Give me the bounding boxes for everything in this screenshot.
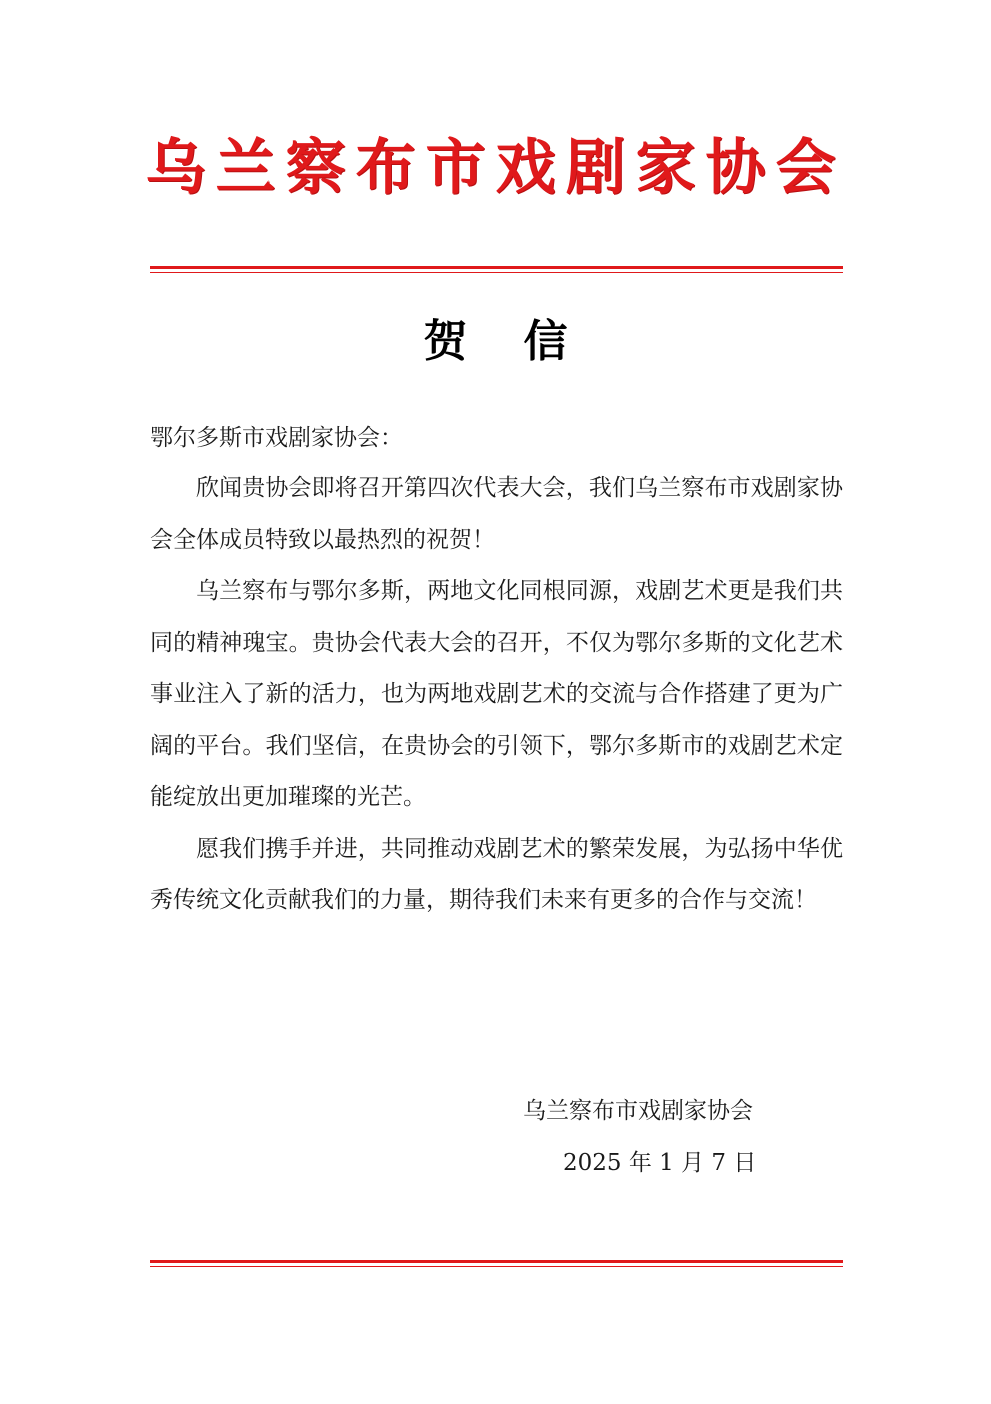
signature-block <box>523 1086 793 1188</box>
salutation: 鄂尔多斯市戏剧家协会： <box>150 425 403 451</box>
signature-org: 乌兰察布市戏剧家协会 <box>523 1098 753 1124</box>
title-char-2: 信 <box>523 316 568 367</box>
letter-body <box>150 463 843 927</box>
document-title <box>0 310 991 374</box>
signature-date: 2025 年 1 月 7 日 <box>563 1150 757 1176</box>
paragraph-2: 乌兰察布与鄂尔多斯，两地文化同根同源，戏剧艺术更是我们共同的精神瑰宝。贵协会代表大会的召开，不仅为鄂尔多斯的文化艺术事业注入了新的活力，也为两地戏剧艺术的交流与合作搭建了更为广阔的平台。我们坚信，在贵协会的引领下，鄂尔多斯市的戏剧艺术定能绽放出更加璀璨的光芒。 <box>150 578 843 810</box>
paragraph-1: 欣闻贵协会即将召开第四次代表大会，我们乌兰察布市戏剧家协会全体成员特致以最热烈的祝贺！ <box>150 475 843 553</box>
paragraph-3: 愿我们携手并进，共同推动戏剧艺术的繁荣发展，为弘扬中华优秀传统文化贡献我们的力量，期待我们未来有更多的合作与交流！ <box>150 835 843 913</box>
top-red-rule <box>150 266 843 273</box>
bottom-red-rule <box>150 1260 843 1267</box>
rule-thick-line <box>150 266 843 269</box>
rule-thin-line <box>150 272 843 273</box>
rule-thin-line <box>150 1266 843 1267</box>
rule-thick-line <box>150 1260 843 1263</box>
letterhead-title: 乌兰察布市戏剧家协会 <box>145 133 846 203</box>
title-char-1: 贺 <box>423 316 468 367</box>
